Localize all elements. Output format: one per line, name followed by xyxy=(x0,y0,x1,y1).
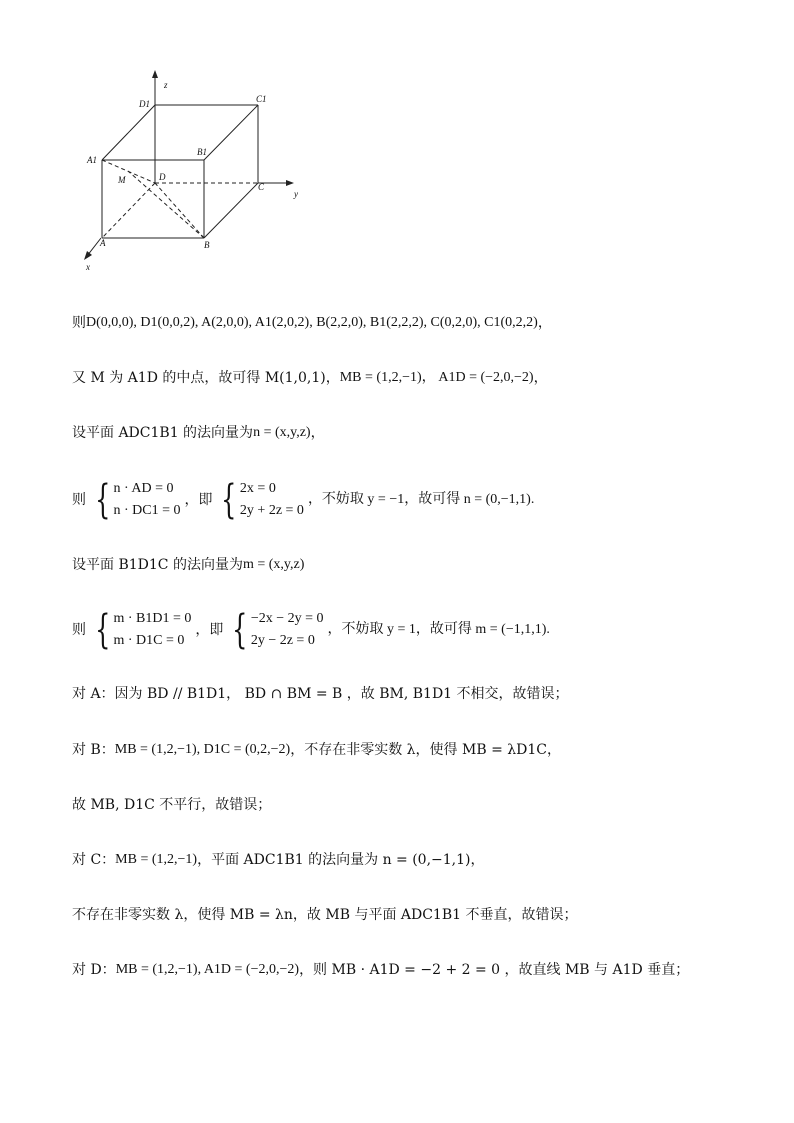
label-A: A xyxy=(100,238,106,248)
y-label: y xyxy=(294,189,298,199)
text-prefix: 设平面 B1D1C 的法向量为 xyxy=(72,557,243,573)
text-prefix: 对 C： xyxy=(72,852,116,868)
normal-vector-math: n = (x,y,z) xyxy=(253,425,311,440)
x-label: x xyxy=(86,262,90,272)
vector-math: MB = (1,2,−1), D1C = (0,2,−2) xyxy=(114,742,291,757)
brace-icon: { xyxy=(95,477,111,523)
option-b-conclusion-text: 故 MB, D1C 不平行，故错误； xyxy=(72,797,272,813)
edge-A1D1 xyxy=(102,105,155,160)
text-prefix: 则 xyxy=(72,622,86,638)
label-M: M xyxy=(118,175,126,185)
text-prefix: 又 M 为 A1D 的中点，故可得 M(1,0,1)， xyxy=(72,370,340,386)
line-system-m xyxy=(72,606,772,654)
text-suffix: ，不存在非零实数 λ，使得 MB = λD1C， xyxy=(290,742,561,758)
line-option-d xyxy=(72,960,772,980)
line-option-a xyxy=(72,684,772,704)
vector-math: MB = (1,2,−1) xyxy=(115,852,198,867)
line-option-b xyxy=(72,740,772,760)
option-c-conclusion-text: 不存在非零实数 λ，使得 MB = λn，故 MB 与平面 ADC1B1 不垂直，故错误； xyxy=(72,907,578,923)
text-suffix: ， xyxy=(533,370,548,386)
equation-row: n · DC1 = 0 xyxy=(113,503,181,518)
cube-diagram xyxy=(78,66,308,276)
equation-system-2 xyxy=(216,478,303,522)
edge-B1C1 xyxy=(204,105,258,160)
edge-BD xyxy=(155,183,204,238)
label-B1: B1 xyxy=(197,147,207,157)
text-mid: ，即 xyxy=(195,622,224,638)
x-axis-arrow xyxy=(84,251,92,260)
label-D1: D1 xyxy=(139,99,150,109)
edge-DA xyxy=(102,183,155,238)
vector-math: MB = (1,2,−1)， A1D = (−2,0,−2) xyxy=(339,370,534,385)
normal-vector-math: m = (x,y,z) xyxy=(242,557,305,572)
text-prefix: 对 B： xyxy=(72,742,115,758)
label-B: B xyxy=(204,240,210,250)
text-suffix: ，不妨取 y = 1，故可得 m = (−1,1,1). xyxy=(327,622,550,637)
text-prefix: 对 D： xyxy=(72,962,116,978)
equation-system-1 xyxy=(90,478,180,522)
label-D: D xyxy=(159,172,166,182)
text-prefix: 则 xyxy=(72,492,86,508)
edge-MB xyxy=(128,171,204,238)
text-suffix: ， xyxy=(537,315,552,331)
text-suffix: ， xyxy=(310,425,325,441)
line-option-c xyxy=(72,850,772,870)
label-C1: C1 xyxy=(256,94,267,104)
equation-system-2 xyxy=(227,608,323,652)
equation-row: m · B1D1 = 0 xyxy=(113,611,192,626)
equation-system-1 xyxy=(90,608,191,652)
line-midpoint xyxy=(72,368,772,388)
z-axis-arrow xyxy=(152,70,158,78)
equation-row: 2y − 2z = 0 xyxy=(250,633,315,648)
text-suffix: ，则 MB · A1D = −2 + 2 = 0 ，故直线 MB 与 A1D 垂直； xyxy=(299,962,690,978)
coords-math: D(0,0,0), D1(0,0,2), A(2,0,0), A1(2,0,2), B(2,2,0), B1(2,2,2), C(0,2,0), C1(0,2,2) xyxy=(86,315,538,330)
equation-row: −2x − 2y = 0 xyxy=(250,611,324,626)
line-coordinates xyxy=(72,313,772,333)
cube-figure xyxy=(78,66,308,276)
y-axis-arrow xyxy=(286,180,294,186)
edge-BC xyxy=(204,183,258,238)
vector-math: MB = (1,2,−1), A1D = (−2,0,−2) xyxy=(115,962,300,977)
equation-row: 2x = 0 xyxy=(239,481,276,496)
brace-icon: { xyxy=(232,607,248,653)
brace-icon: { xyxy=(221,477,237,523)
equation-row: n · AD = 0 xyxy=(113,481,174,496)
line-normal-n xyxy=(72,423,772,443)
option-a-text: 对 A：因为 BD // B1D1， BD ∩ BM = B ，故 BM, B1D1 不相交，故错误； xyxy=(72,686,569,702)
line-normal-m xyxy=(72,555,772,575)
line-option-b-conclusion xyxy=(72,795,772,815)
text-mid: ，即 xyxy=(184,492,213,508)
line-system-n xyxy=(72,476,772,524)
brace-icon: { xyxy=(95,607,111,653)
z-label: z xyxy=(164,80,168,90)
text-suffix: ，不妨取 y = −1，故可得 n = (0,−1,1). xyxy=(307,492,535,507)
text-suffix: ，平面 ADC1B1 的法向量为 n = (0,−1,1)， xyxy=(197,852,485,868)
equation-row: m · D1C = 0 xyxy=(113,633,185,648)
label-C: C xyxy=(258,182,265,192)
text-prefix: 则 xyxy=(72,315,86,331)
line-option-c-conclusion xyxy=(72,905,772,925)
label-A1: A1 xyxy=(87,155,97,165)
text-prefix: 设平面 ADC1B1 的法向量为 xyxy=(72,425,254,441)
equation-row: 2y + 2z = 0 xyxy=(239,503,304,518)
